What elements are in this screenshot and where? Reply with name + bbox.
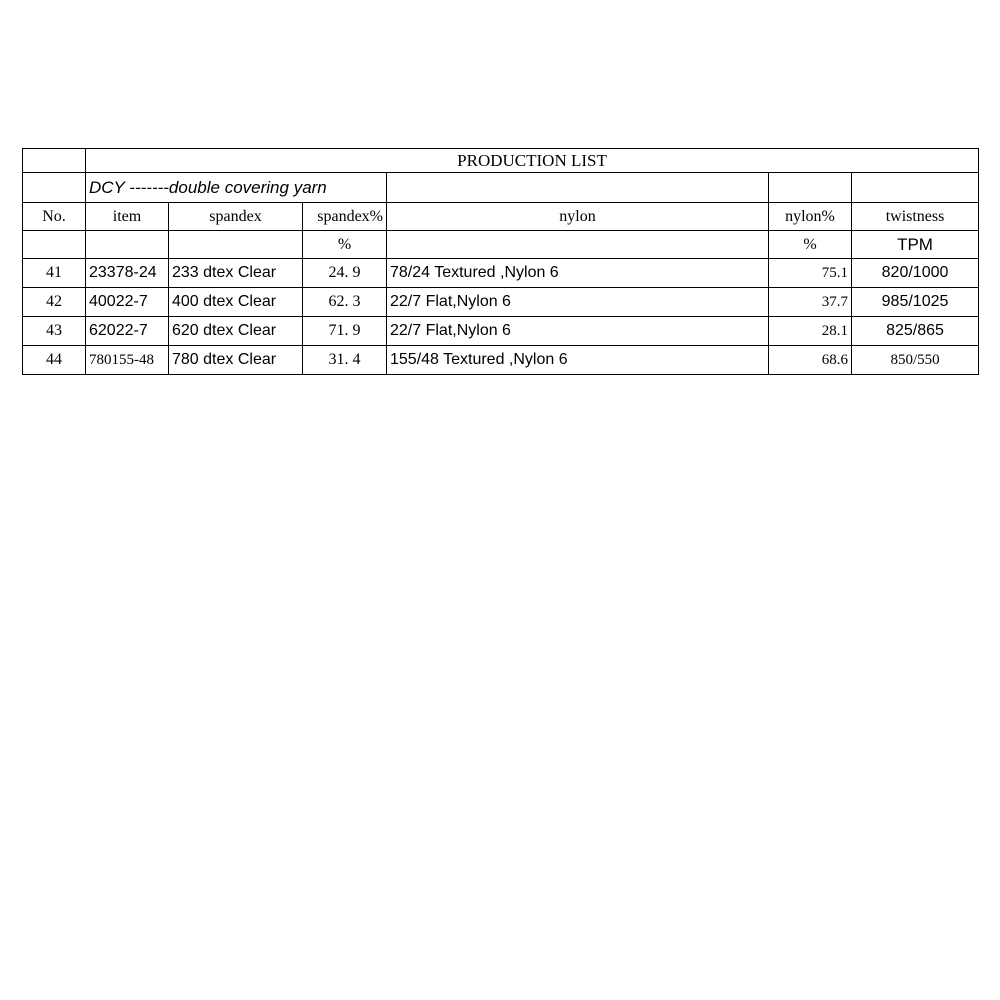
no-cell: 43 [23,317,86,346]
nylon-pct-cell: 28.1 [769,317,852,346]
column-header-spandex: spandex [169,203,303,231]
yarn-type-subtitle: DCY -------double covering yarn [86,173,387,203]
spandex-pct-cell: 62. 3 [303,288,387,317]
empty-cell [23,231,86,259]
column-header-spandex-pct: spandex% [303,203,387,231]
spandex-pct-cell: 31. 4 [303,346,387,375]
table-row [23,346,979,375]
item-cell: 62022-7 [86,317,169,346]
empty-cell [769,173,852,203]
nylon-cell: 78/24 Textured ,Nylon 6 [387,259,769,288]
twistness-cell: 985/1025 [852,288,979,317]
nylon-pct-unit: % [769,231,852,259]
spandex-cell: 400 dtex Clear [169,288,303,317]
twistness-cell: 820/1000 [852,259,979,288]
table-row [23,288,979,317]
twistness-unit: TPM [852,231,979,259]
spandex-pct-unit: % [303,231,387,259]
title-row [23,149,979,173]
twistness-cell: 850/550 [852,346,979,375]
column-header-nylon-pct: nylon% [769,203,852,231]
header-row [23,203,979,231]
empty-cell [169,231,303,259]
empty-cell [23,149,86,173]
page-title: PRODUCTION LIST [86,149,979,173]
spandex-pct-cell: 24. 9 [303,259,387,288]
no-cell: 41 [23,259,86,288]
spandex-cell: 233 dtex Clear [169,259,303,288]
units-row [23,231,979,259]
column-header-twistness: twistness [852,203,979,231]
column-header-item: item [86,203,169,231]
nylon-pct-cell: 37.7 [769,288,852,317]
table-row [23,259,979,288]
column-header-no: No. [23,203,86,231]
spandex-cell: 620 dtex Clear [169,317,303,346]
nylon-cell: 22/7 Flat,Nylon 6 [387,317,769,346]
no-cell: 42 [23,288,86,317]
nylon-pct-cell: 68.6 [769,346,852,375]
empty-cell [387,231,769,259]
nylon-pct-cell: 75.1 [769,259,852,288]
table-row [23,317,979,346]
production-list-table [22,148,979,375]
empty-cell [852,173,979,203]
item-cell: 780155-48 [86,346,169,375]
empty-cell [23,173,86,203]
no-cell: 44 [23,346,86,375]
empty-cell [86,231,169,259]
spandex-pct-cell: 71. 9 [303,317,387,346]
column-header-nylon: nylon [387,203,769,231]
empty-cell [387,173,769,203]
item-cell: 40022-7 [86,288,169,317]
twistness-cell: 825/865 [852,317,979,346]
item-cell: 23378-24 [86,259,169,288]
spandex-cell: 780 dtex Clear [169,346,303,375]
nylon-cell: 155/48 Textured ,Nylon 6 [387,346,769,375]
nylon-cell: 22/7 Flat,Nylon 6 [387,288,769,317]
subtitle-row [23,173,979,203]
